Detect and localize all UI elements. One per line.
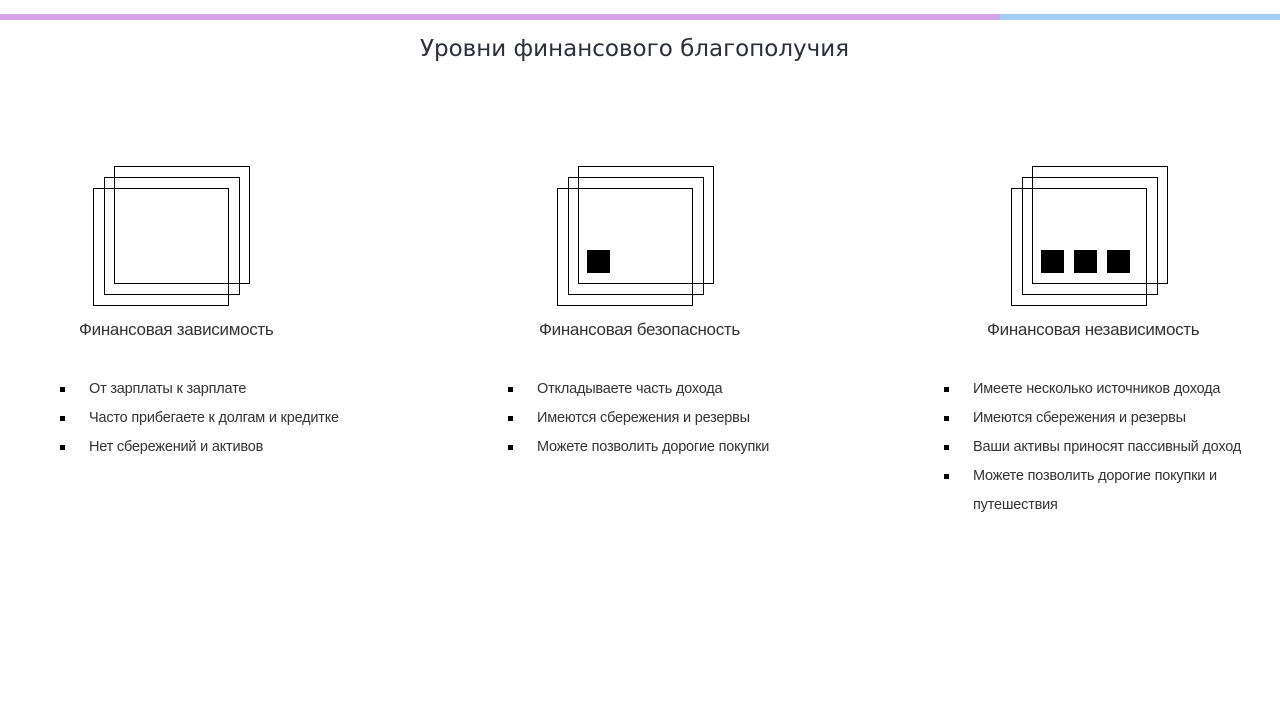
icon-frame-front [1011, 188, 1147, 306]
list-item-text: Имеются сбережения и резервы [973, 410, 1186, 426]
filled-block-icon [1074, 250, 1097, 273]
top-accent-bar-right [1000, 14, 1280, 20]
level-list-independence [944, 375, 1244, 520]
list-item-text: Откладываете часть дохода [537, 381, 723, 397]
list-item [944, 462, 1244, 520]
icon-frame-front [557, 188, 693, 306]
bullet-square-icon [944, 445, 949, 450]
list-item [508, 404, 908, 433]
list-item-text: Можете позволить дорогие покупки и путешествия [973, 468, 1217, 513]
bullet-square-icon [508, 445, 513, 450]
list-item-text: Имеются сбережения и резервы [537, 410, 750, 426]
level-list-security [508, 375, 908, 462]
level-title-dependence: Финансовая зависимость [79, 320, 274, 339]
bullet-square-icon [60, 445, 65, 450]
list-item [944, 404, 1244, 433]
list-item [508, 433, 908, 462]
list-item-text: Ваши активы приносят пассивный доход [973, 439, 1242, 455]
list-item [60, 375, 440, 404]
list-item-text: Имеете несколько источников дохода [973, 381, 1221, 397]
top-accent-bar-left [0, 14, 1000, 20]
bullet-square-icon [944, 387, 949, 392]
bullet-square-icon [508, 387, 513, 392]
bullet-square-icon [60, 416, 65, 421]
list-item-text: От зарплаты к зарплате [89, 381, 247, 397]
level-title-independence: Финансовая независимость [987, 320, 1200, 339]
list-item-text: Нет сбережений и активов [89, 439, 264, 455]
level-icon-independence [1011, 166, 1171, 308]
level-icon-security [557, 166, 717, 308]
list-item [944, 375, 1244, 404]
level-list-dependence [60, 375, 440, 462]
icon-frame-front [93, 188, 229, 306]
list-item [508, 375, 908, 404]
list-item [944, 433, 1244, 462]
list-item-text: Можете позволить дорогие покупки [537, 439, 770, 455]
level-icon-dependence [93, 166, 253, 308]
filled-block-icon [1041, 250, 1064, 273]
filled-block-icon [1107, 250, 1130, 273]
list-item [60, 404, 440, 433]
filled-block-icon [587, 250, 610, 273]
level-title-security: Финансовая безопасность [539, 320, 740, 339]
list-item-text: Часто прибегаете к долгам и кредитке [89, 410, 339, 426]
page-title: Уровни финансового благополучия [419, 36, 850, 62]
bullet-square-icon [944, 416, 949, 421]
bullet-square-icon [508, 416, 513, 421]
bullet-square-icon [60, 387, 65, 392]
bullet-square-icon [944, 474, 949, 479]
list-item [60, 433, 440, 462]
